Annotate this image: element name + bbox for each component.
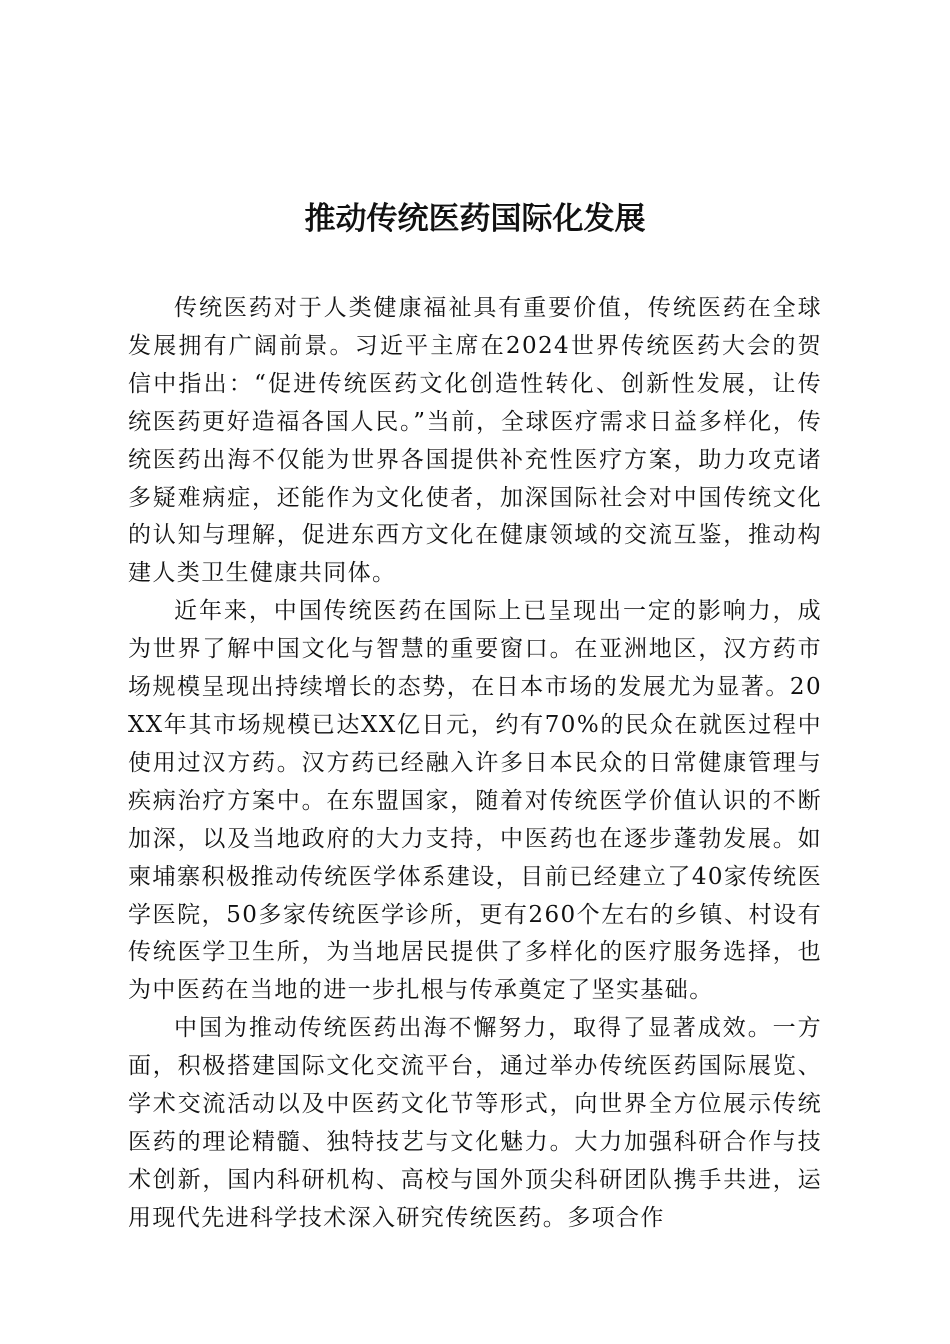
document-body <box>128 290 822 1238</box>
paragraph-3: 中国为推动传统医药出海不懈努力，取得了显著成效。一方面，积极搭建国际文化交流平台，通过举办传统医药国际展览、学术交流活动以及中医药文化节等形式，向世界全方位展示传统医药的理论精髓、独特技艺与文化魅力。大力加强科研合作与技术创新，国内科研机构、高校与国外顶尖科研团队携手共进，运用现代先进科学技术深入研究传统医药。多项合作 <box>128 1015 822 1231</box>
paragraph-1: 传统医药对于人类健康福祉具有重要价值，传统医药在全球发展拥有广阔前景。习近平主席在2024世界传统医药大会的贺信中指出：“促进传统医药文化创造性转化、创新性发展，让传统医药更好造福各国人民。”当前，全球医疗需求日益多样化，传统医药出海不仅能为世界各国提供补充性医疗方案，助力攻克诸多疑难病症，还能作为文化使者，加深国际社会对中国传统文化的认知与理解，促进东西方文化在健康领域的交流互鉴，推动构建人类卫生健康共同体。 <box>128 295 822 587</box>
document-title: 推动传统医药国际化发展 <box>304 201 646 237</box>
paragraph-2: 近年来，中国传统医药在国际上已呈现出一定的影响力，成为世界了解中国文化与智慧的重要窗口。在亚洲地区，汉方药市场规模呈现出持续增长的态势，在日本市场的发展尤为显著。20XX年其市场规模已达XX亿日元，约有70%的民众在就医过程中使用过汉方药。汉方药已经融入许多日本民众的日常健康管理与疾病治疗方案中。在东盟国家，随着对传统医学价值认识的不断加深，以及当地政府的大力支持，中医药也在逐步蓬勃发展。如柬埔寨积极推动传统医学体系建设，目前已经建立了40家传统医学医院，50多家传统医学诊所，更有260个左右的乡镇、村设有传统医学卫生所，为当地居民提供了多样化的医疗服务选择，也为中医药在当地的进一步扎根与传承奠定了坚实基础。 <box>128 598 822 1004</box>
